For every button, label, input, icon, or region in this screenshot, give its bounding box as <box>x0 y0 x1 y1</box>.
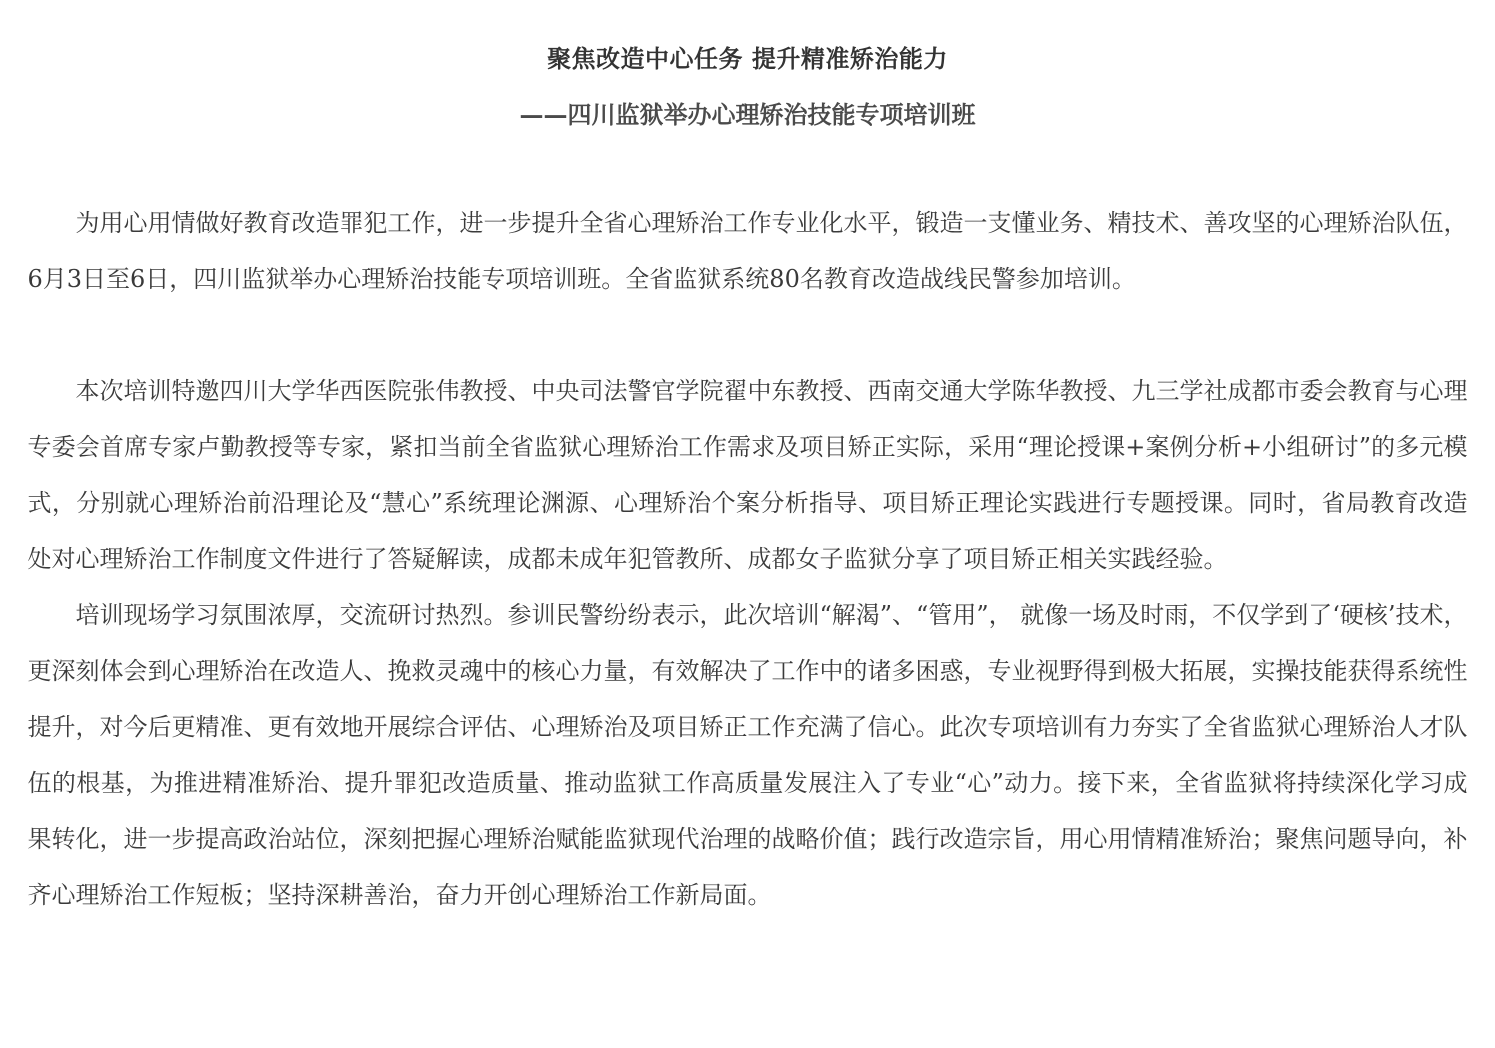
paragraph-feedback: 培训现场学习氛围浓厚，交流研讨热烈。参训民警纷纷表示，此次培训“解渴”、“管用”， 就像一场及时雨，不仅学到了‘硬核’技术，更深刻体会到心理矫治在改造人、挽救灵魂中的核心力量，有效解决了工作中的诸多困惑，专业视野得到极大拓展，实操技能获得系统性提升，对今后更精准、更有效地开展综合评估、心理矫治及项目矫正工作充满了信心。此次专项培训有力夯实了全省监狱心理矫治人才队伍的根基，为推进精准矫治、提升罪犯改造质量、推动监狱工作高质量发展注入了专业“心”动力。接下来，全省监狱将持续深化学习成果转化，进一步提高政治站位，深刻把握心理矫治赋能监狱现代治理的战略价值；践行改造宗旨，用心用情精准矫治；聚焦问题导向，补齐心理矫治工作短板；坚持深耕善治，奋力开创心理矫治工作新局面。 <box>27 601 1468 909</box>
paragraph-spacer <box>28 307 1468 363</box>
article-subtitle: ——四川监狱举办心理矫治技能专项培训班 <box>519 100 976 129</box>
article <box>28 0 1468 923</box>
paragraph-intro: 为用心用情做好教育改造罪犯工作，进一步提升全省心理矫治工作专业化水平，锻造一支懂业务、精技术、善攻坚的心理矫治队伍，6月3日至6日，四川监狱举办心理矫治技能专项培训班。全省监狱系统80名教育改造战线民警参加培训。 <box>27 209 1468 293</box>
article-title: 聚焦改造中心任务 提升精准矫治能力 <box>547 44 948 73</box>
paragraph-training-content: 本次培训特邀四川大学华西医院张伟教授、中央司法警官学院翟中东教授、西南交通大学陈华教授、九三学社成都市委会教育与心理专委会首席专家卢勤教授等专家，紧扣当前全省监狱心理矫治工作需求及项目矫正实际，采用“理论授课+案例分析+小组研讨”的多元模式，分别就心理矫治前沿理论及“慧心”系统理论渊源、心理矫治个案分析指导、项目矫正理论实践进行专题授课。同时，省局教育改造处对心理矫治工作制度文件进行了答疑解读，成都未成年犯管教所、成都女子监狱分享了项目矫正相关实践经验。 <box>27 377 1468 573</box>
